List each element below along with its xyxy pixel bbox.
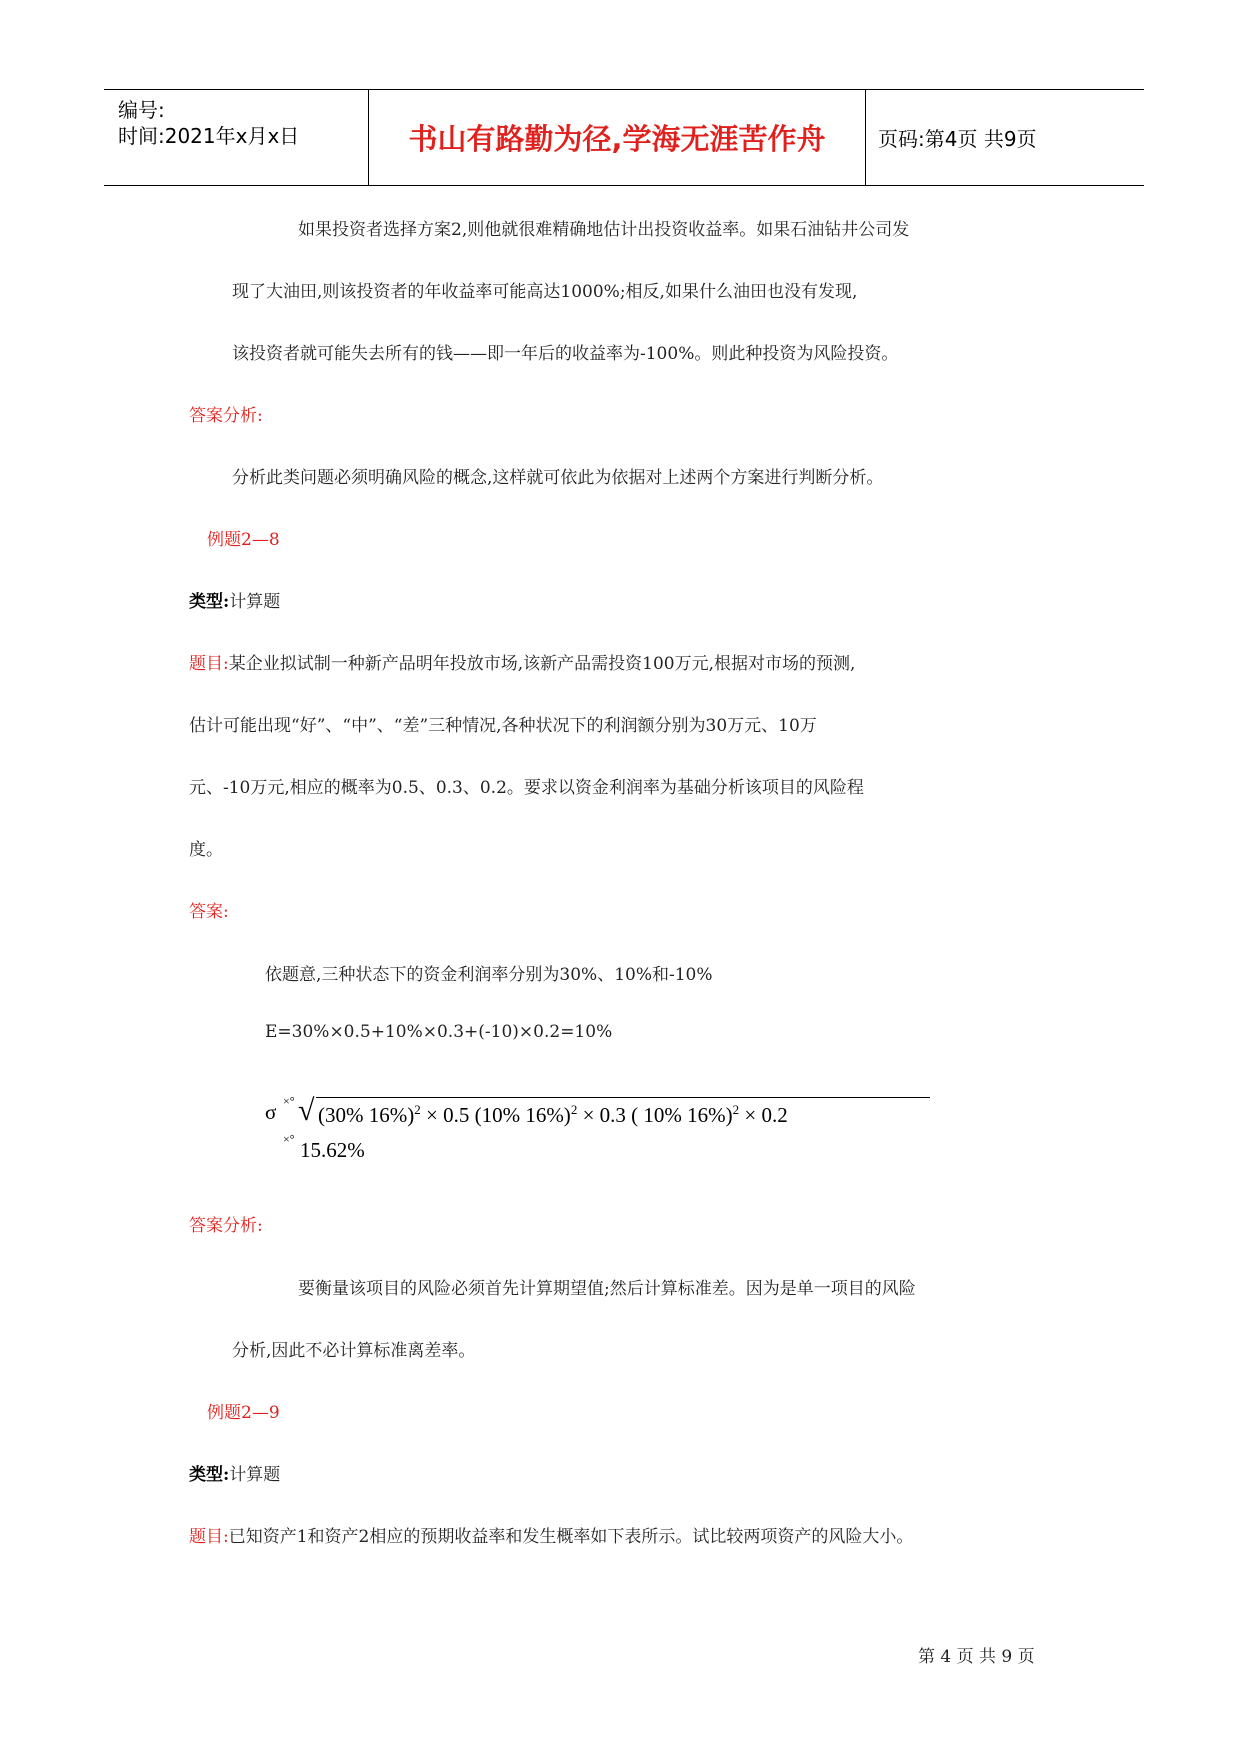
example8-q4: 度。 [189, 840, 223, 860]
example8-q3: 元、-10万元,相应的概率为0.5、0.3、0.2。要求以资金利润率为基础分析该项目的风险程 [189, 778, 864, 798]
example8-type [189, 587, 280, 612]
example9-type-value: 计算题 [229, 1465, 281, 1485]
example8-answer-line1: 依题意,三种状态下的资金利润率分别为30%、10%和-10% [265, 965, 713, 985]
para1-line2: 现了大油田,则该投资者的年收益率可能高达1000%;相反,如果什么油田也没有发现, [232, 282, 858, 302]
para1-line1: 如果投资者选择方案2,则他就很难精确地估计出投资收益率。如果石油钻井公司发 [298, 220, 910, 240]
formula-expression [318, 1102, 788, 1128]
example8-title: 例题2—8 [207, 530, 280, 550]
example8-question-line1 [189, 649, 855, 674]
formula-part1: (30% 16%) [318, 1103, 415, 1127]
time-label: 时间:2021年x月x日 [118, 124, 300, 148]
example9-title: 例题2—9 [207, 1403, 280, 1423]
example8-q1: 某企业拟试制一种新产品明年投放市场,该新产品需投资100万元,根据对市场的预测, [228, 654, 856, 674]
formula-result: 15.62% [300, 1138, 365, 1162]
example8-answer-line2: E=30%×0.5+10%×0.3+(-10)×0.2=10% [265, 1022, 613, 1042]
header-motto: 书山有路勤为径,学海无涯苦作舟 [369, 90, 866, 185]
example9-question-label: 题目: [189, 1527, 229, 1547]
example8-q2: 估计可能出现“好”、“中”、“差”三种情况,各种状况下的利润额分别为30万元、10万 [189, 716, 817, 736]
formula-part3: × 0.3 ( 10% 16%) [582, 1103, 733, 1127]
example9-q1: 已知资产1和资产2相应的预期收益率和发生概率如下表所示。试比较两项资产的风险大小。 [228, 1527, 914, 1547]
example8-question-label: 题目: [189, 654, 229, 674]
page-footer: 第 4 页 共 9 页 [918, 1647, 1035, 1667]
example9-question-line1 [189, 1522, 913, 1547]
formula-sqrt-sign: √ [298, 1094, 315, 1127]
formula-square1: 2 [414, 1102, 421, 1117]
formula-equals-mark: ×° [283, 1094, 295, 1108]
example9-type-label: 类型: [189, 1465, 230, 1485]
example8-analysis-line2: 分析,因此不必计算标准离差率。 [232, 1341, 476, 1361]
analysis1-label: 答案分析: [189, 406, 263, 426]
example8-type-value: 计算题 [229, 592, 281, 612]
formula-square2: 2 [570, 1102, 578, 1117]
formula-sigma: σ [265, 1100, 277, 1124]
example8-type-label: 类型: [189, 592, 230, 612]
analysis1-text: 分析此类问题必须明确风险的概念,这样就可依此为依据对上述两个方案进行判断分析。 [232, 468, 884, 488]
header-page-label: 页码:第4页 共9页 [878, 127, 1037, 151]
example8-analysis-label: 答案分析: [189, 1216, 263, 1236]
page-header [104, 89, 1144, 186]
para1-line3: 该投资者就可能失去所有的钱——即一年后的收益率为-100%。则此种投资为风险投资。 [232, 344, 899, 364]
formula-sqrt-bar [316, 1097, 930, 1098]
example8-answer-label: 答案: [189, 902, 229, 922]
formula-equals-mark-2: ×° [283, 1132, 295, 1146]
number-label: 编号: [118, 98, 165, 122]
formula-square3: 2 [732, 1102, 740, 1117]
formula-part4: × 0.2 [744, 1103, 788, 1127]
header-left-cell [104, 90, 369, 185]
formula-part2: × 0.5 (10% 16%) [425, 1103, 571, 1127]
example9-type [189, 1460, 280, 1485]
example8-analysis-line1: 要衡量该项目的风险必须首先计算期望值;然后计算标准差。因为是单一项目的风险 [298, 1279, 916, 1299]
